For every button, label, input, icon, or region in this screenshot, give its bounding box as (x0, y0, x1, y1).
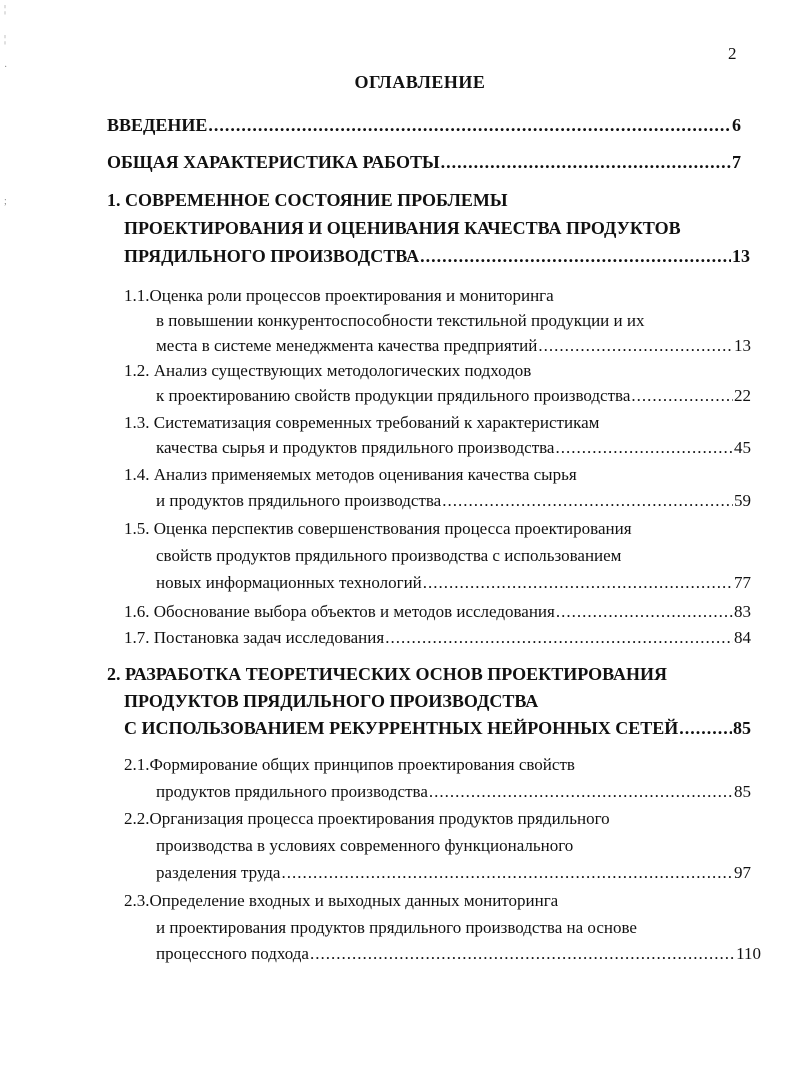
toc-entry-intro[interactable] (107, 115, 741, 136)
toc-entry-1-2[interactable] (156, 386, 751, 406)
section-1-1-line-2: в повышении конкурентоспособности текстильной продукции и их (156, 311, 645, 330)
leader-dots (631, 386, 733, 406)
chapter-1-title-line-1: 1. СОВРЕМЕННОЕ СОСТОЯНИЕ ПРОБЛЕМЫ (107, 190, 508, 210)
leader-dots (441, 152, 731, 173)
entry-page: 13 (734, 336, 751, 355)
section-1-4-line-1: 1.4. Анализ применяемых методов оценивания качества сырья (124, 465, 577, 484)
entry-page: 85 (734, 782, 751, 801)
chapter-2-title-line-2: ПРОДУКТОВ ПРЯДИЛЬНОГО ПРОИЗВОДСТВА (124, 691, 539, 711)
scan-mark: · (4, 62, 8, 73)
entry-page: 85 (733, 718, 751, 738)
toc-entry-2-1[interactable] (156, 782, 751, 802)
entry-label: ПРЯДИЛЬНОГО ПРОИЗВОДСТВА (124, 246, 420, 266)
leader-dots (442, 491, 733, 511)
entry-page: 22 (734, 386, 751, 405)
toc-entry-chapter-1[interactable] (124, 246, 750, 267)
toc-entry-1-7[interactable] (124, 628, 751, 648)
leader-dots (679, 718, 732, 739)
entry-label: процессного подхода (156, 944, 309, 963)
toc-entry-general[interactable] (107, 152, 741, 173)
entry-page: 77 (734, 573, 751, 592)
toc-entry-1-1[interactable] (156, 336, 751, 356)
toc-entry-1-3[interactable] (156, 438, 751, 458)
section-2-3-line-1: 2.3.Определение входных и выходных данных мониторинга (124, 891, 559, 910)
section-1-5-line-1: 1.5. Оценка перспектив совершенствования процесса проектирования (124, 519, 632, 538)
entry-page: 7 (732, 152, 741, 172)
entry-page: 45 (734, 438, 751, 457)
toc-entry-1-4[interactable] (156, 491, 751, 511)
scan-mark: ¦ (4, 4, 7, 15)
entry-label: качества сырья и продуктов прядильного производства (156, 438, 555, 457)
entry-label: места в системе менеджмента качества предприятий (156, 336, 538, 355)
entry-label: продуктов прядильного производства (156, 782, 428, 801)
leader-dots (423, 573, 733, 593)
section-2-2-line-2: производства в условиях современного функционального (156, 836, 574, 855)
leader-dots (385, 628, 733, 648)
scan-mark: ¦ (4, 34, 7, 45)
entry-label: 1.7. Постановка задач исследования (124, 628, 385, 647)
entry-page: 84 (734, 628, 751, 647)
section-2-2-line-1: 2.2.Организация процесса проектирования продуктов прядильного (124, 809, 610, 828)
section-1-5-line-2: свойств продуктов прядильного производства с использованием (156, 546, 622, 565)
toc-entry-2-3[interactable] (156, 944, 761, 964)
entry-page: 83 (734, 602, 751, 621)
page-number: 2 (728, 44, 737, 63)
leader-dots (556, 602, 733, 622)
section-2-3-line-2: и проектирования продуктов прядильного производства на основе (156, 918, 637, 937)
entry-label: к проектированию свойств продукции прядильного производства (156, 386, 631, 405)
chapter-2-title-line-1: 2. РАЗРАБОТКА ТЕОРЕТИЧЕСКИХ ОСНОВ ПРОЕКТИРОВАНИЯ (107, 664, 668, 684)
leader-dots (429, 782, 733, 802)
section-2-1-line-1: 2.1.Формирование общих принципов проектирования свойств (124, 755, 575, 774)
leader-dots (281, 863, 733, 883)
toc-entry-1-5[interactable] (156, 573, 751, 593)
toc-entry-2-2[interactable] (156, 863, 751, 883)
leader-dots (538, 336, 733, 356)
section-1-3-line-1: 1.3. Систематизация современных требований к характеристикам (124, 413, 600, 432)
entry-page: 13 (732, 246, 750, 266)
entry-page: 110 (736, 944, 761, 963)
scan-mark: ; (4, 196, 7, 207)
entry-page: 6 (732, 115, 741, 135)
entry-label: ОБЩАЯ ХАРАКТЕРИСТИКА РАБОТЫ (107, 152, 440, 172)
leader-dots (420, 246, 731, 267)
entry-label: разделения труда (156, 863, 281, 882)
entry-label: С ИСПОЛЬЗОВАНИЕМ РЕКУРРЕНТНЫХ НЕЙРОННЫХ СЕТЕЙ (124, 718, 679, 738)
entry-label: новых информационных технологий (156, 573, 422, 592)
toc-entry-chapter-2[interactable] (124, 718, 751, 739)
leader-dots (208, 115, 731, 136)
entry-label: ВВЕДЕНИЕ (107, 115, 208, 135)
entry-label: и продуктов прядильного производства (156, 491, 442, 510)
section-1-1-line-1: 1.1.Оценка роли процессов проектирования и мониторинга (124, 286, 554, 305)
entry-page: 97 (734, 863, 751, 882)
section-1-2-line-1: 1.2. Анализ существующих методологических подходов (124, 361, 532, 380)
leader-dots (310, 944, 735, 964)
entry-page: 59 (734, 491, 751, 510)
leader-dots (555, 438, 733, 458)
toc-entry-1-6[interactable] (124, 602, 751, 622)
entry-label: 1.6. Обоснование выбора объектов и методов исследования (124, 602, 555, 621)
toc-title: ОГЛАВЛЕНИЕ (354, 72, 486, 92)
chapter-1-title-line-2: ПРОЕКТИРОВАНИЯ И ОЦЕНИВАНИЯ КАЧЕСТВА ПРОДУКТОВ (124, 218, 681, 238)
